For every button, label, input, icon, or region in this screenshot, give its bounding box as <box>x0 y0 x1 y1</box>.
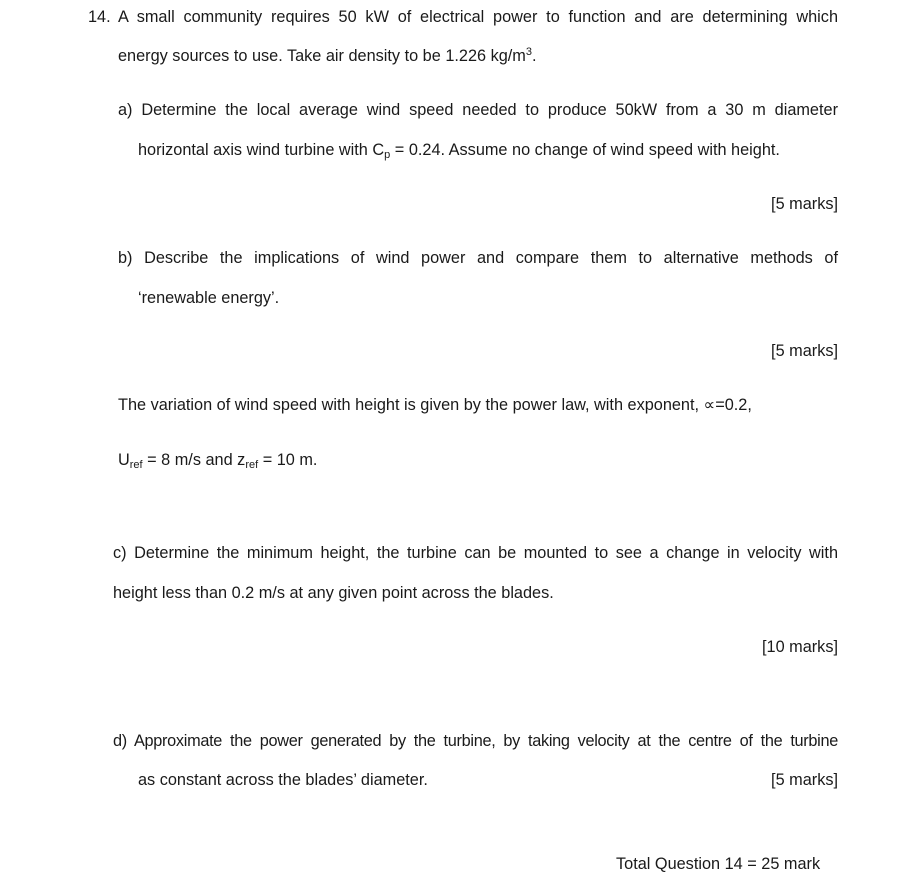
u-symbol: U <box>118 451 130 469</box>
part-b-line-2: ‘renewable energy’. <box>138 289 280 307</box>
part-a-marks: [5 marks] <box>771 195 838 213</box>
z-ref-subscript: ref <box>245 459 259 471</box>
part-a-line-2 <box>138 140 780 162</box>
part-a-line-1: a) Determine the local average wind speed needed to produce 50kW from a 30 m diameter <box>118 101 838 119</box>
part-c-line-2: height less than 0.2 m/s at any given point across the blades. <box>113 584 554 602</box>
part-d-line-1: d) Approximate the power generated by the turbine, by taking velocity at the centre of the turbine <box>113 732 838 750</box>
part-a-line-2-end: = 0.24. Assume no change of wind speed with height. <box>390 141 780 159</box>
question-number: 14. <box>88 8 111 26</box>
intro-line-1: A small community requires 50 kW of electrical power to function and are determining which <box>118 8 838 26</box>
part-b-line-1: b) Describe the implications of wind power and compare them to alternative methods of <box>118 249 838 267</box>
intro-line-2 <box>118 46 537 68</box>
intro-line-2-text: energy sources to use. Take air density to be 1.226 kg/m <box>118 47 526 65</box>
z-value-text: = 10 m. <box>258 451 318 469</box>
cubed-superscript: 3 <box>525 46 532 58</box>
u-value-text: = 8 m/s and z <box>142 451 246 469</box>
total-marks: Total Question 14 = 25 mark <box>616 855 821 873</box>
power-law-line-2 <box>118 450 317 472</box>
u-ref-subscript: ref <box>129 459 143 471</box>
part-b-marks: [5 marks] <box>771 342 838 360</box>
part-d-line-2: as constant across the blades’ diameter. <box>138 771 428 789</box>
part-c-line-1: c) Determine the minimum height, the turbine can be mounted to see a change in velocity with <box>113 544 838 562</box>
intro-line-2-end: . <box>532 47 537 65</box>
part-d-line-2-row <box>138 770 838 790</box>
part-c-marks: [10 marks] <box>761 638 838 656</box>
power-law-line-1: The variation of wind speed with height is given by the power law, with exponent, ∝=0.2, <box>118 396 752 414</box>
part-d-marks: [5 marks] <box>771 771 838 789</box>
cp-subscript: p <box>384 149 391 161</box>
part-a-line-2-text: horizontal axis wind turbine with C <box>138 141 385 159</box>
